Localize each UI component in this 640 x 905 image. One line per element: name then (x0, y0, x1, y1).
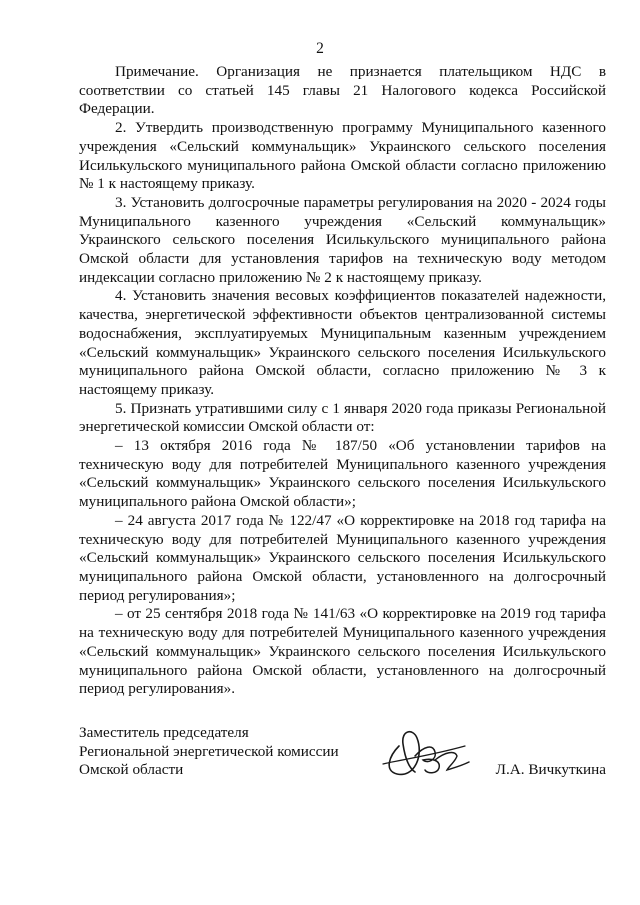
paragraph-item-3: 3. Установить долгосрочные параметры регулирования на 2020 - 2024 годы Муниципального казенного учреждения «Сельский коммунальщик» Украинского сельского поселения Исилькульского муниципального района Омской области для установления тарифов на техническую воду методом индексации согласно приложению № 2 к настоящему приказу. (79, 193, 606, 286)
paragraph-item-4: 4. Установить значения весовых коэффициентов показателей надежности, качества, энергетической эффективности объектов централизованной системы водоснабжения, эксплуатируемых Муниципальным казенным учреждением «Сельский коммунальщик» Украинского сельского поселения Исилькульского муниципального района Омской области, согласно приложению № 3 к настоящему приказу. (79, 287, 606, 398)
repealed-order-2: – 24 августа 2017 года № 122/47 «О корректировке на 2018 год тарифа на техническую воду для потребителей Муниципального казенного учреждения «Сельский коммунальщик» Украинского сельского поселения Исилькульского муниципального района Омской области, установленного на долгосрочный период регулирования»; (79, 511, 606, 604)
document-body (79, 63, 606, 699)
signer-position-line: Региональной энергетической комиссии (79, 742, 339, 760)
paragraph-item-5: 5. Признать утратившими силу с 1 января 2020 года приказы Региональной энергетической комиссии Омской области от: (79, 399, 606, 436)
note-paragraph: Примечание. Организация не признается плательщиком НДС в соответствии со статьей 145 главы 21 Налогового кодекса Российской Федерации. (79, 63, 606, 118)
repealed-order-3: – от 25 сентября 2018 года № 141/63 «О корректировке на 2019 год тарифа на техническую воду для потребителей Муниципального казенного учреждения «Сельский коммунальщик» Украинского сельского поселения Исилькульского муниципального района Омской области, установленного на долгосрочный период регулирования». (79, 605, 606, 698)
paragraph-item-2: 2. Утвердить производственную программу Муниципального казенного учреждения «Сельский коммунальщик» Украинского сельского поселения Исилькульского муниципального района Омской области согласно приложению № 1 к настоящему приказу. (79, 119, 606, 193)
signer-position-line: Омской области (79, 761, 184, 779)
signer-name: Л.А. Вичкуткина (495, 761, 606, 778)
signer-position (79, 724, 339, 780)
page-number: 2 (316, 40, 324, 57)
signature-block (79, 724, 606, 804)
repealed-order-1: – 13 октября 2016 года № 187/50 «Об установлении тарифов на техническую воду для потребителей Муниципального казенного учреждения «Сельский коммунальщик» Украинского сельского поселения Исилькульского муниципального района Омской области»; (79, 437, 606, 511)
handwritten-signature (369, 716, 479, 786)
signer-position-line: Заместитель председателя (79, 724, 249, 741)
